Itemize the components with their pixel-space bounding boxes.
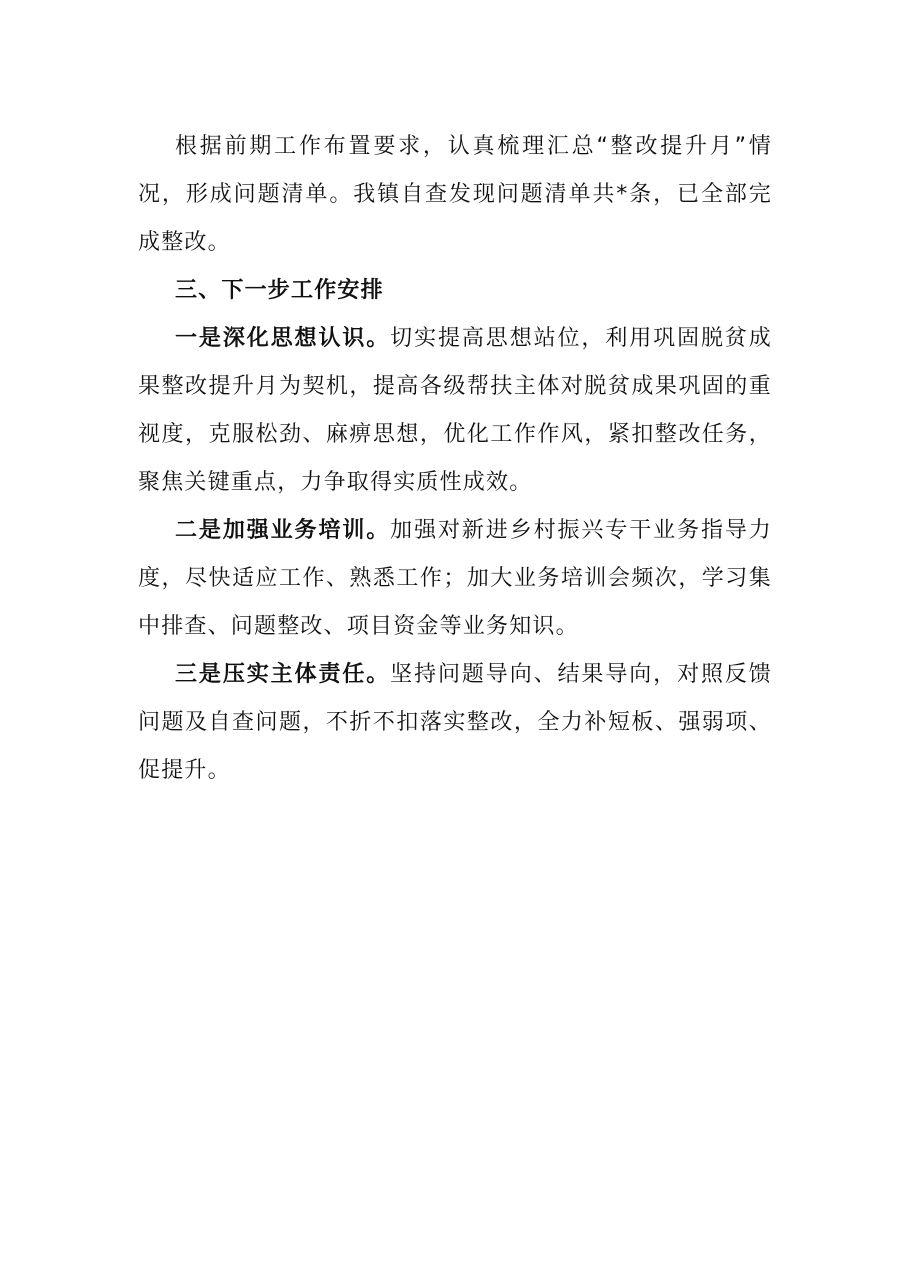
item-paragraph-2 <box>138 507 772 651</box>
section-heading: 三、下一步工作安排 <box>175 278 384 303</box>
item-lead-2: 二是加强业务培训。 <box>175 518 391 543</box>
item-lead-3: 三是压实主体责任。 <box>175 662 391 687</box>
item-body-2: 加强对新进乡村振兴专干业务指导力度，尽快适应工作、熟悉工作；加大业务培训会频次，学习集中排查、问题整改、项目资金等业务知识。 <box>138 518 772 639</box>
item-paragraph-3 <box>138 651 772 795</box>
item-body-1: 切实提高思想站位，利用巩固脱贫成果整改提升月为契机，提高各级帮扶主体对脱贫成果巩固的重视度，克服松劲、麻痹思想，优化工作作风，紧扣整改任务，聚焦关键重点，力争取得实质性成效。 <box>138 326 772 495</box>
intro-paragraph: 根据前期工作布置要求，认真梳理汇总“整改提升月”情况，形成问题清单。我镇自查发现问题清单共*条，已全部完成整改。 <box>138 134 772 255</box>
item-body-3: 坚持问题导向、结果导向，对照反馈问题及自查问题，不折不扣落实整改，全力补短板、强弱项、促提升。 <box>138 662 772 783</box>
item-paragraph-1 <box>138 315 772 507</box>
item-lead-1: 一是深化思想认识。 <box>175 326 391 351</box>
document-body <box>138 123 772 795</box>
